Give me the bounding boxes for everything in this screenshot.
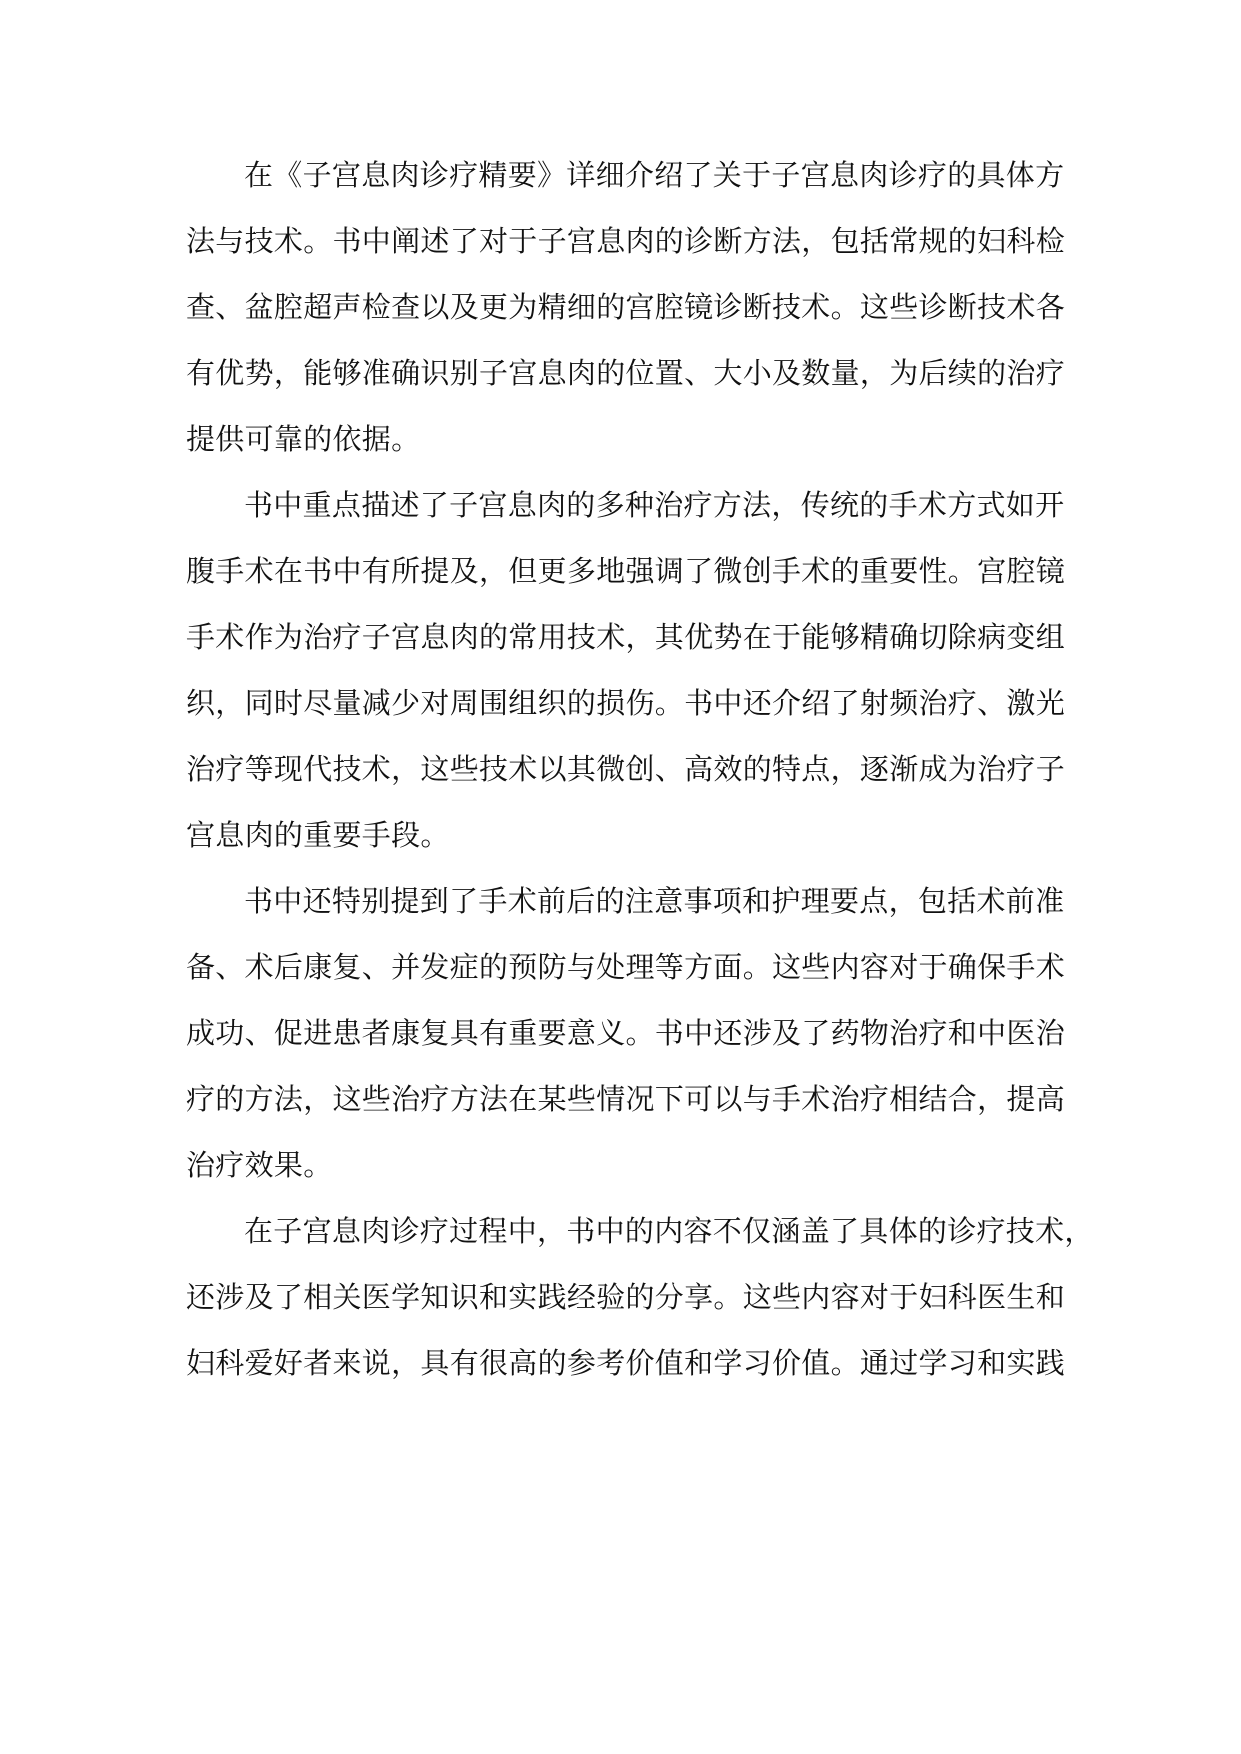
text-line: 手术作为治疗子宫息肉的常用技术，其优势在于能够精确切除病变组 [186,620,1066,654]
text-line: 提供可靠的依据。 [186,422,421,456]
text-line: 备、术后康复、并发症的预防与处理等方面。这些内容对于确保手术 [186,950,1066,984]
paragraph-1 [186,142,1066,472]
text-line: 成功、促进患者康复具有重要意义。书中还涉及了药物治疗和中医治 [186,1016,1066,1050]
text-line: 在《子宫息肉诊疗精要》详细介绍了关于子宫息肉诊疗的具体方 [244,158,1065,192]
paragraph-4 [186,1198,1094,1396]
paragraph-2 [186,472,1066,868]
text-line: 有优势，能够准确识别子宫息肉的位置、大小及数量，为后续的治疗 [186,356,1066,390]
text-line: 法与技术。书中阐述了对于子宫息肉的诊断方法，包括常规的妇科检 [186,224,1066,258]
text-line: 治疗效果。 [186,1148,333,1182]
text-line: 治疗等现代技术，这些技术以其微创、高效的特点，逐渐成为治疗子 [186,752,1066,786]
document-body [186,142,1094,1396]
paragraph-3 [186,868,1066,1198]
text-line: 书中还特别提到了手术前后的注意事项和护理要点，包括术前准 [244,884,1065,918]
text-line: 宫息肉的重要手段。 [186,818,450,852]
text-line: 疗的方法，这些治疗方法在某些情况下可以与手术治疗相结合，提高 [186,1082,1066,1116]
text-line: 查、盆腔超声检查以及更为精细的宫腔镜诊断技术。这些诊断技术各 [186,290,1066,324]
text-line: 织，同时尽量减少对周围组织的损伤。书中还介绍了射频治疗、激光 [186,686,1066,720]
text-line: 书中重点描述了子宫息肉的多种治疗方法，传统的手术方式如开 [244,488,1065,522]
text-line: 在子宫息肉诊疗过程中，书中的内容不仅涵盖了具体的诊疗技术， [244,1214,1094,1248]
text-line: 妇科爱好者来说，具有很高的参考价值和学习价值。通过学习和实践 [186,1346,1066,1380]
text-line: 还涉及了相关医学知识和实践经验的分享。这些内容对于妇科医生和 [186,1280,1066,1314]
text-line: 腹手术在书中有所提及，但更多地强调了微创手术的重要性。宫腔镜 [186,554,1066,588]
